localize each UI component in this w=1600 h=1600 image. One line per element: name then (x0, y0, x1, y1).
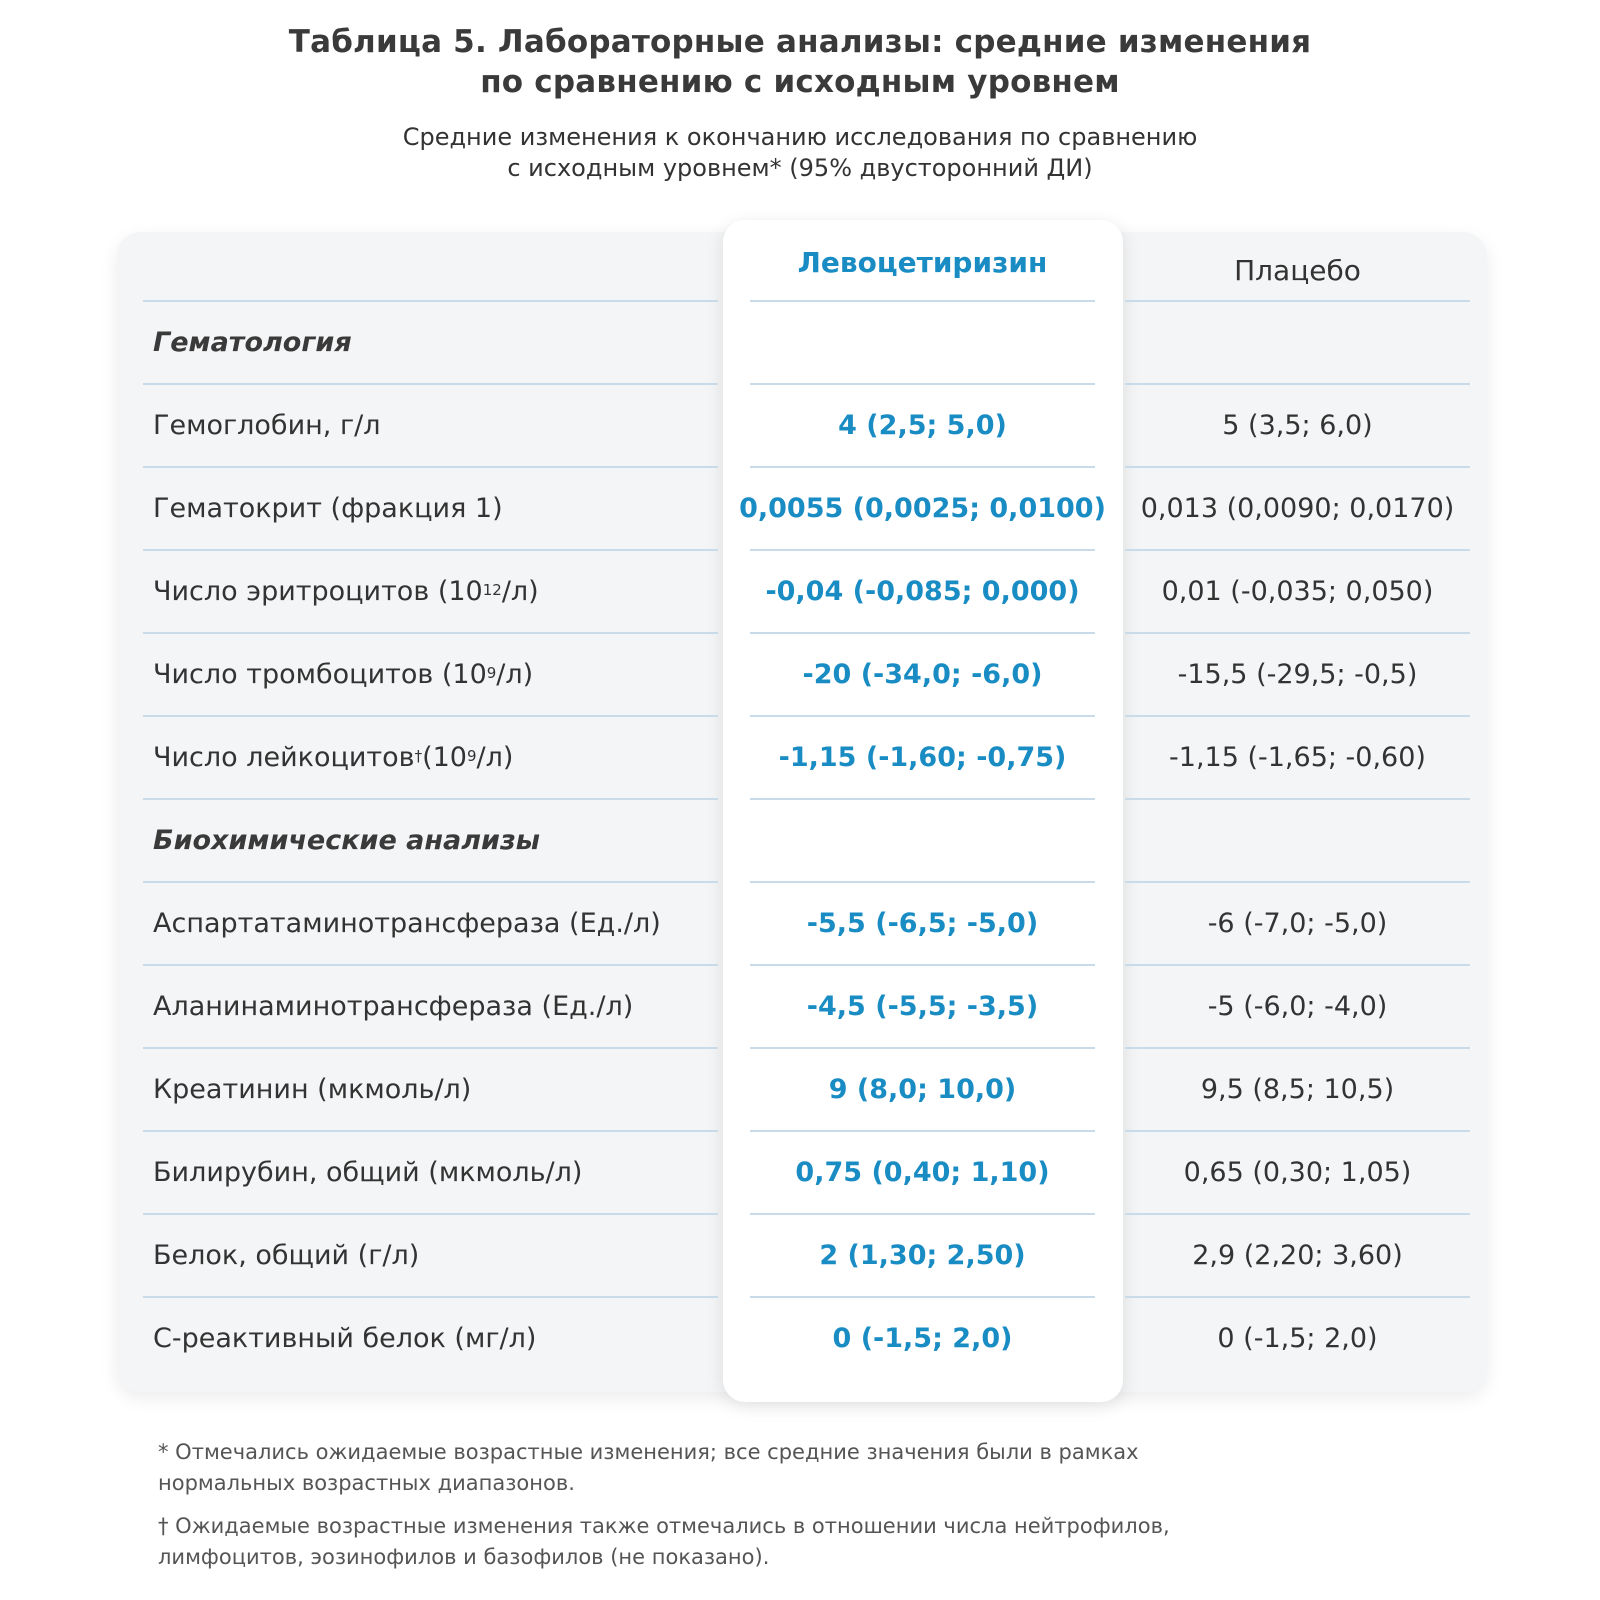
levocetirizine-value: 4 (2,5; 5,0) (838, 410, 1007, 441)
table-row-alt (0, 964, 1600, 1047)
table-row-hematocrit (0, 466, 1600, 549)
placebo-value: 2,9 (2,20; 3,60) (1192, 1240, 1403, 1271)
section-row-biochemistry (0, 798, 1600, 881)
table-row-crp (0, 1296, 1600, 1379)
placebo-value: -1,15 (-1,65; -0,60) (1169, 742, 1426, 773)
levocetirizine-value: -5,5 (-6,5; -5,0) (806, 908, 1039, 939)
levocetirizine-value: 9 (8,0; 10,0) (828, 1074, 1017, 1105)
levocetirizine-value: -1,15 (-1,60; -0,75) (778, 742, 1067, 773)
table-body (0, 300, 1600, 1379)
table-row-leukocytes (0, 715, 1600, 798)
table-title-line-1: Таблица 5. Лабораторные анализы: средние изменения (288, 24, 1312, 60)
placebo-value: 0,013 (0,0090; 0,0170) (1140, 493, 1455, 524)
placebo-value: 0 (-1,5; 2,0) (1217, 1323, 1378, 1354)
placebo-value: -5 (-6,0; -4,0) (1207, 991, 1388, 1022)
table-row-bilirubin (0, 1130, 1600, 1213)
column-header-placebo: Плацебо (1234, 253, 1361, 287)
table-row-creatinine (0, 1047, 1600, 1130)
row-label: Число лейкоцитов † (10 $^9$ /л) (153, 742, 514, 773)
levocetirizine-value: 2 (1,30; 2,50) (819, 1240, 1026, 1271)
placebo-value: 0,01 (-0,035; 0,050) (1161, 576, 1434, 607)
row-label: Число эритроцитов (10 $^{12}$ /л) (153, 576, 539, 607)
levocetirizine-value: 0,75 (0,40; 1,10) (795, 1157, 1050, 1188)
levocetirizine-value: -4,5 (-5,5; -3,5) (806, 991, 1039, 1022)
section-row-hematology (0, 300, 1600, 383)
placebo-value: 0,65 (0,30; 1,05) (1183, 1157, 1412, 1188)
table-subtitle (0, 122, 1600, 184)
row-label: Билирубин, общий (мкмоль/л) (153, 1157, 583, 1188)
placebo-value: -15,5 (-29,5; -0,5) (1177, 659, 1418, 690)
levocetirizine-value: -0,04 (-0,085; 0,000) (765, 576, 1080, 607)
placebo-value: 9,5 (8,5; 10,5) (1200, 1074, 1395, 1105)
footnote-dagger: † Ожидаемые возрастные изменения также отмечались в отношении числа нейтрофилов, лимфоцитов, эозинофилов и базофилов (не показано). (158, 1514, 1170, 1569)
row-label: С-реактивный белок (мг/л) (153, 1323, 537, 1354)
footnote-asterisk: * Отмечались ожидаемые возрастные изменения; все средние значения были в рамках нормальных возрастных диапазонов. (158, 1440, 1139, 1495)
row-label: Аспартатаминотрансфераза (Ед./л) (153, 908, 661, 939)
table-subtitle-line-2: с исходным уровнем* (95% двусторонний ДИ) (507, 154, 1093, 182)
row-label: Гематокрит (фракция 1) (153, 493, 503, 524)
table-row-erythrocytes (0, 549, 1600, 632)
table-subtitle-line-1: Средние изменения к окончанию исследования по сравнению (402, 123, 1198, 151)
table-title-line-2: по сравнению с исходным уровнем (480, 64, 1120, 100)
row-label: Число тромбоцитов (10 $^9$ /л) (153, 659, 534, 690)
levocetirizine-value: 0,0055 (0,0025; 0,0100) (739, 493, 1106, 524)
table-row-hemoglobin (0, 383, 1600, 466)
row-label: Гемоглобин, г/л (153, 410, 381, 441)
table-title (0, 22, 1600, 102)
placebo-value: 5 (3,5; 6,0) (1222, 410, 1373, 441)
table-row-protein (0, 1213, 1600, 1296)
row-label: Аланинаминотрансфераза (Ед./л) (153, 991, 634, 1022)
levocetirizine-value: 0 (-1,5; 2,0) (832, 1323, 1013, 1354)
column-header-levocetirizine: Левоцетиризин (797, 245, 1048, 279)
section-label: Биохимические анализы (153, 825, 541, 856)
row-label: Креатинин (мкмоль/л) (153, 1074, 472, 1105)
section-label: Гематология (153, 327, 352, 358)
table-row-ast (0, 881, 1600, 964)
levocetirizine-value: -20 (-34,0; -6,0) (802, 659, 1043, 690)
placebo-value: -6 (-7,0; -5,0) (1207, 908, 1388, 939)
row-label: Белок, общий (г/л) (153, 1240, 420, 1271)
footnotes (158, 1437, 1458, 1585)
table-row-platelets (0, 632, 1600, 715)
